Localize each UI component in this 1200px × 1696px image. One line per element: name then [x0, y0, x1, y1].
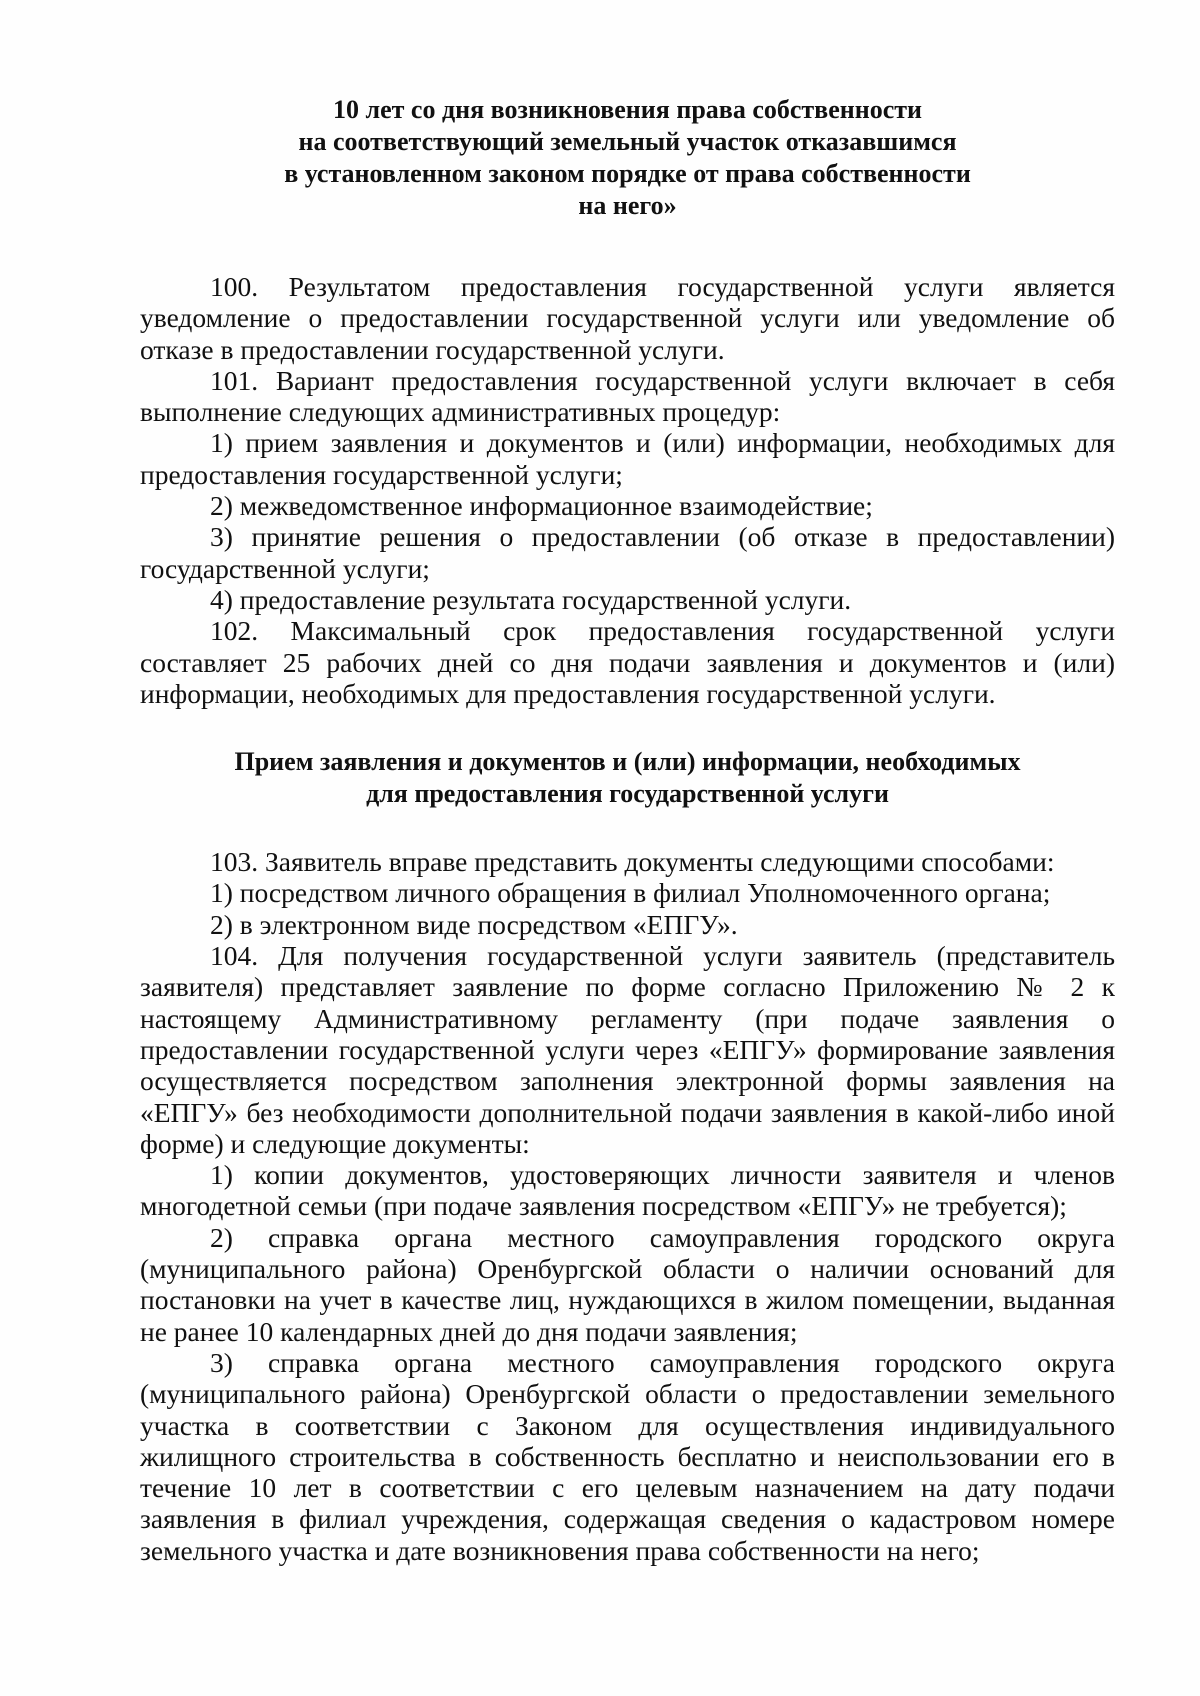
list-item-method-2: 2) в электронном виде посредством «ЕПГУ».	[210, 908, 738, 940]
spacer	[140, 810, 1115, 846]
section-heading-2	[140, 746, 1115, 810]
heading-line: в установленном законом порядке от права собственности	[284, 159, 971, 188]
list-item-procedure-4: 4) предоставление результата государственной услуги.	[210, 583, 852, 615]
section-heading-1	[140, 94, 1115, 222]
heading-line: Прием заявления и документов и (или) информации, необходимых	[234, 747, 1021, 777]
heading-line: 10 лет со дня возникновения права собственности	[333, 95, 922, 124]
list-item-procedure-1: 1) прием заявления и документов и (или) информации, необходимых для предоставления государственной услуги;	[140, 427, 1115, 490]
list-item-method-1: 1) посредством личного обращения в филиал Уполномоченного органа;	[210, 877, 1051, 909]
list-item-document-1: 1) копии документов, удостоверяющих личности заявителя и членов многодетной семьи (при подаче заявления посредством «ЕПГУ» не требуется);	[140, 1159, 1115, 1222]
spacer	[140, 709, 1115, 746]
heading-line: на соответствующий земельный участок отказавшимся	[298, 127, 957, 156]
paragraph-104: 104. Для получения государственной услуги заявитель (представитель заявителя) представляет заявление по форме согласно Приложению № 2 к настоящему Административному регламенту (при подаче заявления о предоставлении государственной услуги через «ЕПГУ» формирование заявления осуществляется посредством заполнения электронной формы заявления на «ЕПГУ» без необходимости дополнительной подачи заявления в какой-либо иной форме) и следующие документы:	[140, 940, 1115, 1159]
list-item-document-3: 3) справка органа местного самоуправления городского округа (муниципального района) Оренбургской области о предоставлении земельного участка в соответствии с Законом для осуществления индивидуального жилищного строительства в собственность бесплатно и неиспользовании его в течение 10 лет в соответствии с его целевым назначением на дату подачи заявления в филиал учреждения, содержащая сведения о кадастровом номере земельного участка и дате возникновения права собственности на него;	[140, 1346, 1115, 1566]
paragraph-102: 102. Максимальный срок предоставления государственной услуги составляет 25 рабочих дней со дня подачи заявления и документов и (или) информации, необходимых для предоставления государственной услуги.	[140, 615, 1115, 709]
heading-line: для предоставления государственной услуги	[366, 779, 889, 809]
document-body	[140, 94, 1115, 1566]
paragraph-100: 100. Результатом предоставления государственной услуги является уведомление о предоставлении государственной услуги или уведомление об отказе в предоставлении государственной услуги.	[140, 271, 1115, 365]
list-item-procedure-3: 3) принятие решения о предоставлении (об отказе в предоставлении) государственной услуги;	[140, 521, 1115, 584]
paragraph-103: 103. Заявитель вправе представить документы следующими способами:	[210, 846, 1055, 878]
spacer	[140, 222, 1115, 271]
list-item-document-2: 2) справка органа местного самоуправления городского округа (муниципального района) Оренбургской области о наличии оснований для постановки на учет в качестве лиц, нуждающихся в жилом помещении, выданная не ранее 10 календарных дней до дня подачи заявления;	[140, 1221, 1115, 1347]
heading-line: на него»	[578, 191, 677, 220]
list-item-procedure-2: 2) межведомственное информационное взаимодействие;	[210, 490, 873, 522]
paragraph-101: 101. Вариант предоставления государственной услуги включает в себя выполнение следующих административных процедур:	[140, 364, 1115, 428]
